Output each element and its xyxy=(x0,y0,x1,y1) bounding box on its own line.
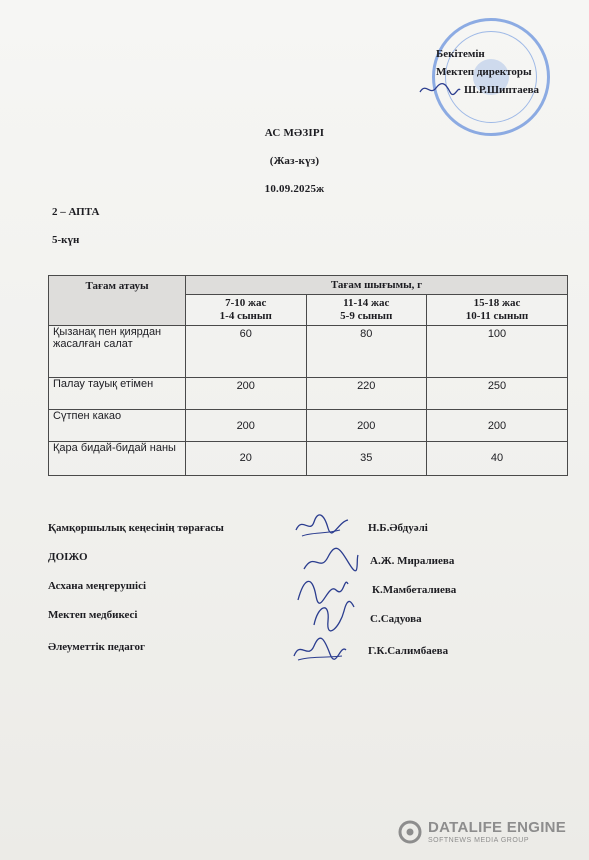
yield-value: 35 xyxy=(306,442,427,476)
menu-date: 10.09.2025ж xyxy=(264,183,325,195)
table-row xyxy=(49,326,568,378)
yield-value: 20 xyxy=(186,442,307,476)
table-header-row xyxy=(49,276,568,295)
header-group-1 xyxy=(186,295,307,326)
menu-title: АС МӘЗІРІ xyxy=(264,127,325,139)
gear-icon xyxy=(398,820,422,844)
menu-season: (Жаз-күз) xyxy=(269,155,320,167)
dish-name: Қызанақ пен қиярдан жасалған салат xyxy=(49,326,186,378)
signatory-name: А.Ж. Миралиева xyxy=(370,555,455,567)
yield-value: 40 xyxy=(427,442,568,476)
dish-name: Палау тауық етімен xyxy=(49,378,186,410)
signatory-name: Г.К.Салимбаева xyxy=(368,645,449,657)
dish-name: Сүтпен какао xyxy=(49,410,186,442)
signatory-name: К.Мамбеталиева xyxy=(372,584,457,596)
signature-social-pedagogue xyxy=(290,634,350,666)
signature-nurse xyxy=(308,597,358,633)
watermark-subtitle: SOFTNEWS MEDIA GROUP xyxy=(428,837,530,844)
yield-value: 220 xyxy=(306,378,427,410)
yield-value: 100 xyxy=(427,326,568,378)
watermark xyxy=(398,818,568,850)
yield-value: 80 xyxy=(306,326,427,378)
menu-table xyxy=(48,275,568,476)
group-grade: 1-4 сынып xyxy=(219,310,272,322)
signatory-role: Әлеуметтік педагог xyxy=(48,641,145,653)
yield-value: 250 xyxy=(427,378,568,410)
signature-chairman xyxy=(292,512,352,542)
signatory-role: Асхана меңгерушісі xyxy=(48,580,147,592)
header-dish: Тағам атауы xyxy=(49,276,186,326)
day-label: 5-күн xyxy=(52,234,80,246)
table-row xyxy=(49,378,568,410)
watermark-brand: DATALIFE ENGINE xyxy=(428,819,567,836)
yield-value: 200 xyxy=(186,410,307,442)
signatory-name: С.Садуова xyxy=(370,613,422,625)
approval-block xyxy=(400,18,580,138)
approval-name: Ш.Р.Шиптаева xyxy=(464,84,540,96)
yield-value: 200 xyxy=(427,410,568,442)
header-group-2 xyxy=(306,295,427,326)
group-grade: 5-9 сынып xyxy=(340,310,393,322)
header-group-3 xyxy=(427,295,568,326)
group-age: 7-10 жас xyxy=(225,297,267,309)
dish-name: Қара бидай-бидай наны xyxy=(49,442,186,476)
director-signature xyxy=(418,78,462,100)
yield-value: 60 xyxy=(186,326,307,378)
week-label: 2 – АПТА xyxy=(52,206,100,218)
table-row xyxy=(49,442,568,476)
header-yield: Тағам шығымы, г xyxy=(186,276,568,295)
group-grade: 10-11 сынып xyxy=(465,310,529,322)
yield-value: 200 xyxy=(186,378,307,410)
table-row xyxy=(49,410,568,442)
signatory-role: Қамқоршылық кеңесінің төрағасы xyxy=(48,522,224,534)
signatory-name: Н.Б.Әбдуәлі xyxy=(368,522,428,534)
approval-position: Мектеп директоры xyxy=(436,66,532,78)
group-age: 15-18 жас xyxy=(473,297,521,309)
signatory-role: Мектеп медбикесі xyxy=(48,609,138,621)
signatory-role: ДОІЖО xyxy=(48,551,88,563)
yield-value: 200 xyxy=(306,410,427,442)
group-age: 11-14 жас xyxy=(343,297,390,309)
approval-word: Бекітемін xyxy=(436,48,485,60)
